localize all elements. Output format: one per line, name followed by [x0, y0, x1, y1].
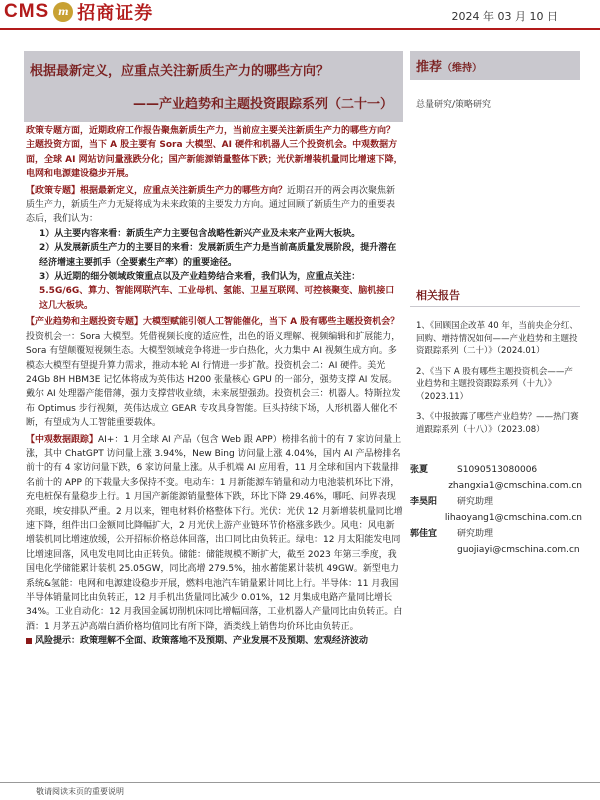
related-report-item[interactable]: 2、《当下 A 股有哪些主题投资机会——产业趋势和主题投资跟踪系列（十九）》（2023.11）: [416, 366, 573, 402]
report-subtitle: ——产业趋势和主题投资跟踪系列（二十一）: [132, 97, 393, 112]
report-title: 根据最新定义，应重点关注新质生产力的哪些方向？: [30, 64, 330, 79]
logo-text-en: CMS: [4, 1, 50, 22]
theme-text: 投资机会一：Sora 大模型。凭借视频长度的适应性，出色的语义理解、视频编辑和扩展能力，Sora 有望颠覆短视频生态。大模型领域竞争将进一步白热化，火力集中 AI 视频生成方向。多模态大模型有望提升算力需求，推动本轮 AI 行情进一步扩散。投资机会二：AI 硬件。美光 24Gb 8H HBM3E 记忆体将成为英伟达 H200 张量核心 GPU 的一部分，强势支撑 AI 发展。戴尔 AI 处理器产能借薄，强力支撑营收业绩，未来展望强劲。投资机会三：机器人。特斯拉发布 Optimus 步行视频，英伟达成立 GEAR 专攻具身智能。巨头持续下场，人形机器人催化不断，有望成为人工智能重要载体。: [26, 331, 401, 429]
analyst-row: [410, 542, 582, 558]
analyst-email[interactable]: lihaoyang1@cmschina.com.cn: [444, 513, 582, 523]
policy-text: 近期召开的两会再次聚焦新质生产力，新质生产力无疑将成为未来政策的主要发力方向。通过回顾了新质生产力的重要表态后，我们认为：: [26, 185, 396, 225]
rating-value: 推荐: [416, 60, 443, 75]
logo-mark-icon: m: [53, 2, 73, 22]
related-report-item[interactable]: 1、《回顾国企改革 40 年，当前央企分红、回购、增持情况如何——产业趋势和主题投资跟踪系列（二十）》（2024.01）: [416, 321, 578, 356]
policy-point-3: [26, 270, 403, 313]
analyst-name: [410, 542, 457, 558]
analyst-name: 郭佳宜: [410, 529, 438, 539]
policy-section: [26, 184, 403, 227]
summary-paragraph: 政策专题方面，近期政府工作报告聚焦新质生产力，当前应主要关注新质生产力的哪些方向？主题投资方面，当下 A 股主要有 Sora 大模型、AI 硬件和机器人三个投资机会。中观数据方面，全球 AI 网站访问量涨跌分化；国产新能源销量整体下跌；光伏新增装机量同比增速下降，电网和电源建设稳步开展。: [26, 126, 403, 180]
analyst-name: [410, 478, 448, 494]
analyst-row: [410, 526, 582, 542]
rating-sub: （维持）: [442, 63, 483, 74]
report-date: 2024 年 03 月 10 日: [451, 10, 558, 23]
analyst-info: S1090513080006: [457, 465, 538, 475]
analyst-name: 张夏: [410, 465, 429, 475]
data-section: [26, 433, 403, 635]
analyst-info: 研究助理: [457, 529, 494, 539]
analyst-row: [410, 478, 582, 494]
footer-divider: [0, 782, 600, 783]
related-heading-text: 相关报告: [416, 289, 460, 302]
company-logo: [4, 0, 214, 24]
analyst-row: [410, 462, 582, 478]
analyst-name: 李昊阳: [410, 497, 438, 507]
policy-tag: 【政策专题】根据最新定义，应重点关注新质生产力的哪些方向？: [26, 185, 288, 196]
data-text: AI+：1 月全球 AI 产品（包含 Web 跟 APP）榜排名前十的有 7 家访问量上涨，其中 ChatGPT 访问量上涨 3.94%，New Bing 访问量上涨 4.04%，国内 AI 产品榜排名前十的有 4 家访问量下跌，6 家访问量上涨。从手机端 AI 应用看，11 月全球和国内下载量排名前十的 APP 的下载量大多保持不变。电动车：1 月新能源车销量和动力电池装机环比下滑，充电桩保有量稳步上行。1 月国产新能源销量整体下跌，环比下降 29.46%，哪吒、问界表现亮眼，埃安排队严重。2 月以来，锂电材料价格整体下行。光伏：光伏 12 月新增装机量同比增速下降，组件出口金额同比降幅扩大，2 月光伏上游产业链环节价格涨多跌少。风电：风电新增装机同比增速放缓，公开招标价格总体回落，出口同比由负转正。绿电：12 月太阳能发电同比增速回落，风电发电同比由正转负。储能：储能规模不断扩大，截至 2023 年第三季度，我国电化学储能累计装机 25.05GW，同比高增 279.5%，抽水蓄能累计装机 49GW。新型电力系统&氢能：电网和电源建设稳步开展，燃料电池汽车销量累计同比上行。半导体：11 月我国半导体销量同比由负转正，12 月手机出货量同比减少 0.01%，12 月集成电路产量同比增长 34%。工业自动化：12 月我国金属切削机床同比增幅回落，工业机器人产量同比由负转正。白酒：1 月茅五泸高端白酒价格均值同比有所下降，酒类线上销售均价环比由负转正。: [26, 434, 403, 632]
analyst-email[interactable]: zhangxia1@cmschina.com.cn: [448, 481, 582, 491]
data-tag: 【中观数据跟踪】: [26, 434, 99, 445]
analyst-info: 研究助理: [457, 497, 494, 507]
analyst-row: [410, 494, 582, 510]
related-report-item[interactable]: 3、《中报披露了哪些产业趋势？——热门赛道跟踪系列（十八）》（2023.08）: [416, 412, 579, 435]
bullet-icon: [26, 638, 32, 644]
related-reports-list: [416, 320, 581, 444]
logo-text-cn: 招商证券: [77, 3, 154, 24]
policy-point-1: 1）从主要内容来看：新质生产力主要包含战略性新兴产业及未来产业两大板块。: [39, 228, 361, 239]
policy-point-2: 2）从发展新质生产力的主要目的来看：发展新质生产力是当前高质量发展阶段，提升潜在经济增速主要抓手（全要素生产率）的重要途径。: [39, 243, 397, 268]
policy-point-3-focus: 5.5G/6G、算力、智能网联汽车、工业母机、氢能、卫星互联网、可控核聚变、脑机接口这几大板块。: [39, 286, 395, 311]
analyst-list: [410, 462, 582, 558]
theme-tag: 【产业趋势和主题投资专题】大模型赋能引领人工智能催化，当下 A 股有哪些主题投资机会？: [26, 317, 400, 328]
risk-warning: [26, 634, 403, 648]
report-category: 总量研究/策略研究: [416, 100, 492, 110]
policy-point-3-lead: 3）从近期的细分领域政策重点以及产业趋势结合来看，我们认为，应重点关注：: [39, 272, 361, 283]
analyst-email[interactable]: guojiayi@cmschina.com.cn: [457, 545, 580, 555]
related-reports-heading: [410, 287, 580, 307]
header-divider: [0, 28, 600, 30]
theme-section: [26, 315, 403, 430]
analyst-name: [410, 510, 445, 526]
analyst-row: [410, 510, 582, 526]
footer-disclaimer: 敬请阅读末页的重要说明: [36, 787, 124, 796]
rating-label: [416, 56, 482, 75]
report-body: [26, 124, 403, 649]
risk-text: 风险提示：政策理解不全面、政策落地不及预期、产业发展不及预期、宏观经济波动: [35, 636, 369, 647]
